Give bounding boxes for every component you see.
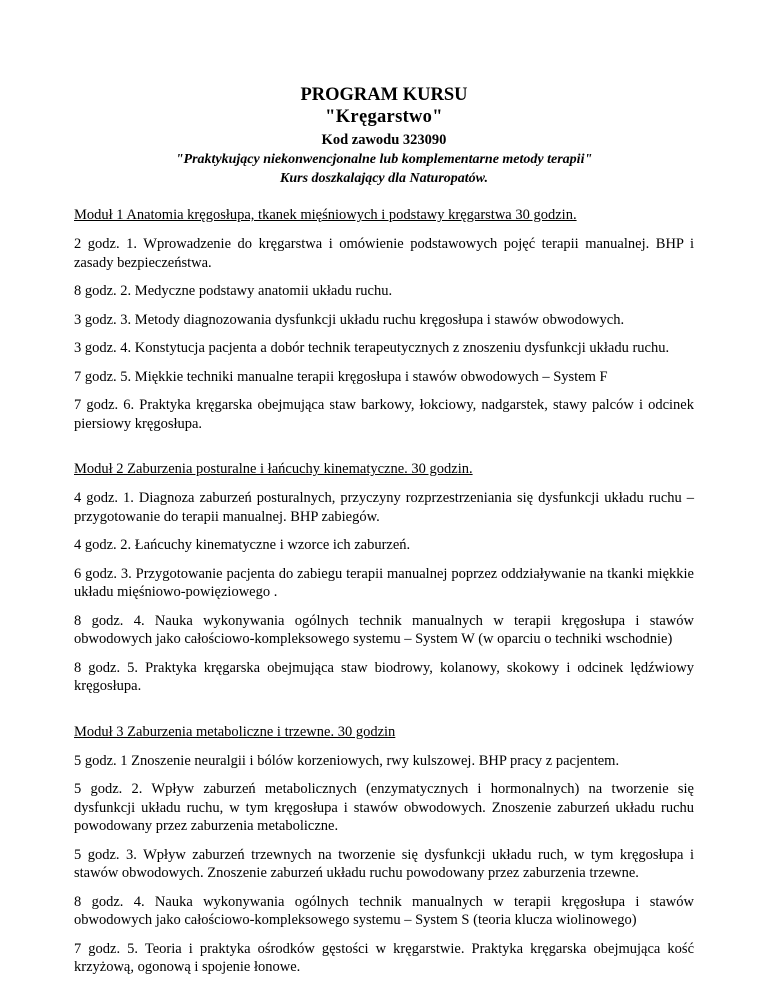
module-3 [74,723,694,977]
list-item: 8 godz. 2. Medyczne podstawy anatomii układu ruchu. [74,283,393,299]
module-heading: Moduł 2 Zaburzenia posturalne i łańcuchy kinematyczne. 30 godzin. [74,461,473,477]
profession-code: Kod zawodu 323090 [321,132,447,148]
module-heading: Moduł 1 Anatomia kręgosłupa, tkanek mięśniowych i podstawy kręgarstwa 30 godzin. [74,207,577,223]
list-item: 8 godz. 4. Nauka wykonywania ogólnych technik manualnych w terapii kręgosłupa i stawów obwodowych jako całościowo-kompleksowego systemu – System W (w oparciu o techniki wschodnie) [74,612,694,647]
list-item: 4 godz. 2. Łańcuchy kinematyczne i wzorce ich zaburzeń. [74,537,411,553]
list-item: 7 godz. 6. Praktyka kręgarska obejmująca staw barkowy, łokciowy, nadgarstek, stawy palców i odcinek piersiowy kręgosłupa. [74,397,694,432]
list-item: 8 godz. 4. Nauka wykonywania ogólnych technik manualnych w terapii kręgosłupa i stawów obwodowych jako całościowo-kompleksowego systemu – System S (teoria klucza wiolinowego) [74,893,694,928]
module-1 [74,206,694,433]
list-item: 3 godz. 3. Metody diagnozowania dysfunkcji układu ruchu kręgosłupa i stawów obwodowych. [74,311,625,328]
list-item: 5 godz. 2. Wpływ zaburzeń metabolicznych (enzymatycznych i hormonalnych) na tworzenie się dysfunkcji układu ruchu, w tym kręgosłupa i stawów obwodowych. Znoszenie zaburzeń układu ruchu powodowany przez zaburzenia metaboliczne. [74,781,694,834]
list-item: 5 godz. 3. Wpływ zaburzeń trzewnych na tworzenie się dysfunkcji układu ruch, w tym kręgosłupa i stawów obwodowych. Znoszenie zaburzeń układu ruchu powodowany przez zaburzenia trzewne. [74,846,694,881]
list-item: 4 godz. 1. Diagnoza zaburzeń posturalnych, przyczyny rozprzestrzeniania się dysfunkcji układu ruchu – przygotowanie do terapii manualnej. BHP zabiegów. [74,490,694,525]
subtitle-line-1: "Praktykujący niekonwencjonalne lub komplementarne metody terapii" [175,152,593,167]
module-2 [74,460,694,696]
document-page [74,84,694,977]
list-item: 7 godz. 5. Miękkie techniki manualne terapii kręgosłupa i stawów obwodowych – System F [74,368,608,385]
list-item: 2 godz. 1. Wprowadzenie do kręgarstwa i omówienie podstawowych pojęć terapii manualnej. BHP i zasady bezpieczeństwa. [74,236,694,271]
course-name: "Kręgarstwo" [325,107,443,127]
module-heading: Moduł 3 Zaburzenia metaboliczne i trzewne. 30 godzin [74,723,396,740]
list-item: 7 godz. 5. Teoria i praktyka ośrodków gęstości w kręgarstwie. Praktyka kręgarska obejmująca kość krzyżową, ogonową i spojenie łonowe. [74,940,694,975]
document-title: PROGRAM KURSU [300,85,468,105]
list-item: 6 godz. 3. Przygotowanie pacjenta do zabiegu terapii manualnej poprzez oddziaływanie na tkanki miękkie układu mięśniowo-powięziowego . [74,565,694,600]
list-item: 5 godz. 1 Znoszenie neuralgii i bólów korzeniowych, rwy kulszowej. BHP pracy z pacjentem. [74,752,620,769]
subtitle-line-2: Kurs doszkalający dla Naturopatów. [280,171,488,186]
list-item: 8 godz. 5. Praktyka kręgarska obejmująca staw biodrowy, kolanowy, skokowy i odcinek lędźwiowy kręgosłupa. [74,659,694,694]
list-item: 3 godz. 4. Konstytucja pacjenta a dobór technik terapeutycznych z znoszeniu dysfunkcji układu ruchu. [74,340,670,356]
